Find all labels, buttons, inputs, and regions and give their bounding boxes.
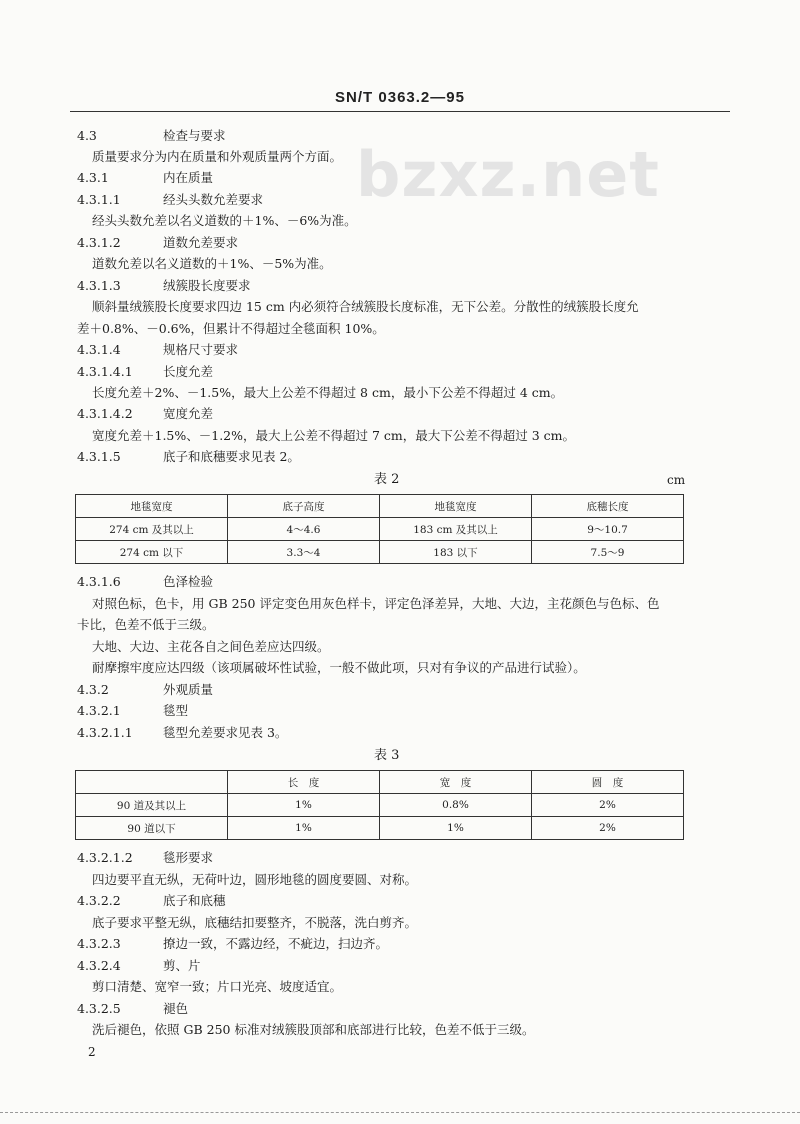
section-heading: 4.3.2.2 底子和底穗 [77,893,226,908]
table-cell: 90 道以下 [76,817,228,840]
paragraph: 道数允差以名义道数的＋1%、－5%为准。 [92,256,332,271]
table-3-caption: 表 3 [374,748,400,763]
paragraph: 耐摩擦牢度应达四级（该项属破坏性试验，一般不做此项，只对有争议的产品进行试验）。 [92,660,586,675]
section-heading: 4.3.1.1 经头头数允差要求 [77,192,264,207]
table-cell: 183 cm 及其以上 [380,518,532,541]
table-cell: 1% [380,817,532,840]
section-heading: 4.3.1.4.1 长度允差 [77,364,214,379]
section-heading: 4.3.2 外观质量 [77,682,214,697]
table-cell: 2% [532,817,684,840]
section-heading: 4.3 检查与要求 [77,128,226,143]
bottom-rule [0,1112,800,1113]
table-cell: 274 cm 以下 [76,541,228,564]
paragraph: 长度允差＋2%、－1.5%，最大上公差不得超过 8 cm，最小下公差不得超过 4 cm。 [92,385,564,400]
section-heading: 4.3.1.5 底子和底穗要求见表 2。 [77,449,300,464]
table-2 [75,494,684,564]
paragraph: 质量要求分为内在质量和外观质量两个方面。 [92,149,343,164]
table-cell: 9～10.7 [532,518,684,541]
standard-code-header: SN/T 0363.2—95 [335,89,465,106]
table-cell: 2% [532,794,684,817]
paragraph: 卡比，色差不低于三级。 [77,617,215,632]
section-heading: 4.3.2.5 褪色 [77,1001,189,1016]
section-heading: 4.3.2.1.2 毯形要求 [77,850,214,865]
table-header-cell: 长 度 [228,771,380,794]
paragraph: 洗后褪色，依照 GB 250 标准对绒簇股顶部和底部进行比较，色差不低于三级。 [92,1022,535,1037]
table-cell: 1% [228,794,380,817]
table-header-cell: 地毯宽度 [380,495,532,518]
paragraph: 四边要平直无纵，无荷叶边，圆形地毯的圆度要圆、对称。 [92,872,418,887]
table-cell: 274 cm 及其以上 [76,518,228,541]
table-cell: 183 以下 [380,541,532,564]
paragraph: 顺斜量绒簇股长度要求四边 15 cm 内必须符合绒簇股长度标准，无下公差。分散性的绒簇股长度允 [92,299,639,314]
paragraph: 宽度允差＋1.5%、－1.2%，最大上公差不得超过 7 cm，最大下公差不得超过 3 cm。 [92,428,576,443]
table-2-caption: 表 2 [374,472,400,487]
table-header-cell: 圆 度 [532,771,684,794]
table-row [76,541,684,564]
watermark: bzxz.net [356,138,660,211]
paragraph: 大地、大边、主花各自之间色差应达四级。 [92,639,330,654]
table-row [76,518,684,541]
section-heading: 4.3.2.1 毯型 [77,703,189,718]
section-heading: 4.3.1.6 色泽检验 [77,574,214,589]
table-row [76,794,684,817]
table-header-cell: 底子高度 [228,495,380,518]
table-cell: 3.3～4 [228,541,380,564]
table-header-row [76,495,684,518]
paragraph: 对照色标，色卡，用 GB 250 评定变色用灰色样卡，评定色泽差异，大地、大边，主花颜色与色标、色 [92,596,660,611]
table-cell: 0.8% [380,794,532,817]
section-heading: 4.3.1.4.2 宽度允差 [77,406,214,421]
paragraph: 差＋0.8%、－0.6%，但累计不得超过全毯面积 10%。 [77,321,385,336]
table-header-cell: 宽 度 [380,771,532,794]
table-header-cell: 底穗长度 [532,495,684,518]
section-heading: 4.3.1 内在质量 [77,170,214,185]
paragraph: 经头头数允差以名义道数的＋1%、－6%为准。 [92,213,357,228]
section-heading: 4.3.1.2 道数允差要求 [77,235,239,250]
section-heading: 4.3.1.4 规格尺寸要求 [77,342,239,357]
table-cell: 4～4.6 [228,518,380,541]
section-heading: 4.3.2.1.1 毯型允差要求见表 3。 [77,725,288,740]
table-header-cell [76,771,228,794]
paragraph: 剪口清楚、宽窄一致；片口光亮、坡度适宜。 [92,979,343,994]
table-header-cell: 地毯宽度 [76,495,228,518]
paragraph: 底子要求平整无纵，底穗结扣要整齐，不脱落，洗白剪齐。 [92,915,418,930]
section-heading: 4.3.2.3 撩边一致，不露边经，不疵边，扫边齐。 [77,936,389,951]
table-cell: 90 道及其以上 [76,794,228,817]
table-cell: 7.5～9 [532,541,684,564]
table-2-unit: cm [667,473,686,487]
header-rule [70,111,730,112]
section-heading: 4.3.2.4 剪、片 [77,958,201,973]
page-number: 2 [88,1045,96,1059]
table-3 [75,770,684,840]
section-heading: 4.3.1.3 绒簇股长度要求 [77,278,251,293]
table-header-row [76,771,684,794]
table-cell: 1% [228,817,380,840]
table-row [76,817,684,840]
